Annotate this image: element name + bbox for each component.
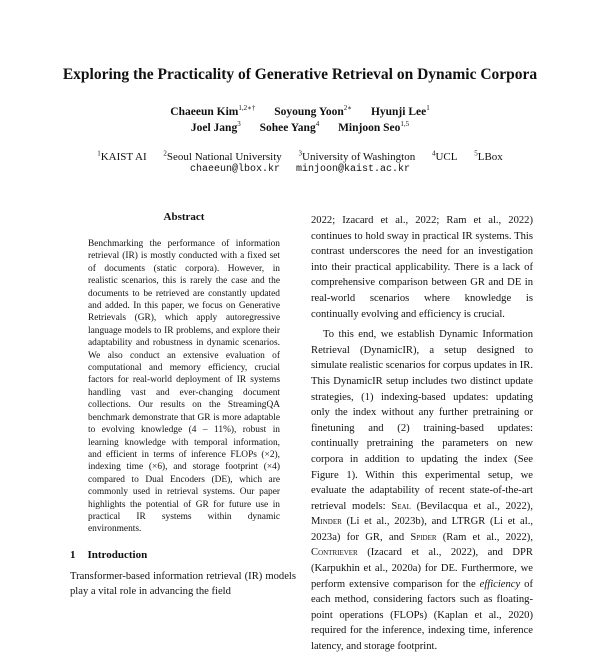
introduction-text: Transformer-based information retrieval (IR) models play a vital role in advancing the field [70,571,296,597]
abstract-heading: Abstract [163,211,205,223]
paper-title: Exploring the Practicality of Generative Retrieval on Dynamic Corpora [62,66,538,83]
paragraph: 2022; Izacard et al., 2022; Ram et al., 2022) continues to hold sway in practical IR systems. This contrast underscores the need for an investigation into their practical applicability. There is a lack of comprehensive comparison between GR and DE in real-world scenarios where knowledge is continually evolving and efficiency is crucial. [311,215,533,320]
author: Sohee Yang$^4$ [259,120,320,134]
author: Joel Jang$^3$ [190,120,241,134]
paragraph: To this end, we establish Dynamic Information Retrieval (DynamicIR), a setup designed to simulate realistic scenarios for corpus updates in IR. This DynamicIR setup includes two distinct update strategies, (1) indexing-based updates: updating only the index without any further pretraining or finetuning and (2) training-based updates: continually pretraining the parameters on new corpora in addition to updating the index (See Figure 1). Within this experimental setup, we evaluate the adaptability of recent state-of-the-art retrieval models: Seal (Bevilacqua et al., 2022), Minder (Li et al., 2023b), and LTRGR (Li et al., 2023a) for GR, and Spider (Ram et al., 2022), Contriever (Izacard et al., 2022), and DPR (Karpukhin et al., 2020a) for DE. Furthermore, we perform extensive comparison for the efficiency of each method, considering factors such as floating-point operations (FLOPs) (Kaplan et al., 2020) required for the inference, indexing time, inference latency, and storage footprint. [311,329,533,653]
section-heading: 1 Introduction [70,549,148,561]
affiliations [0,149,600,163]
author: Hyunji Lee$^1$ [370,104,430,118]
contact-emails [0,164,600,175]
author: Chaeeun Kim$^{1,2∗\dagger}$ [170,104,256,118]
affiliation: $^1$KAIST AI [97,149,147,163]
affiliation: $^2$Seoul National University [163,149,282,163]
affiliation: $^4$UCL [431,149,458,163]
abstract-text: Benchmarking the performance of information retrieval (IR) is mostly conducted with a fixed set of documents (static corpora). However, in realistic scenarios, this is rarely the case and the documents to be retrieved are constantly updated and added. In this paper, we focus on Generative Retrievals (GR), which apply autoregressive language models to IR problems, and explore their adaptability and robustness in dynamic scenarios. We also conduct an extensive evaluation of computational and memory efficiency, crucial factors for real-world deployment of IR systems handling vast and ever-changing document collections. Our results on the StreamingQA benchmark demonstrate that GR is more adaptable to evolving knowledge (4 – 11%), robust in learning knowledge with temporal information, and efficient in terms of inference FLOPs (×2), indexing time (×6), and storage footprint (×4) compared to Dual Encoders (DE), which are commonly used in retrieval systems. Our paper highlights the potential of GR for future use in practical IR systems within dynamic environments. [88,239,280,535]
author: Soyoung Yoon$^{2∗}$ [274,104,353,118]
affiliation: $^3$University of Washington [298,149,416,163]
author: Minjoon Seo$^{1,5}$ [338,120,410,134]
email: minjoon@kaist.ac.kr [296,164,411,175]
affiliation: $^5$LBox [474,149,503,163]
author-line-2 [0,120,600,134]
right-column [311,213,533,655]
author-line-1 [0,104,600,118]
email: chaeeun@lbox.kr [189,164,280,175]
